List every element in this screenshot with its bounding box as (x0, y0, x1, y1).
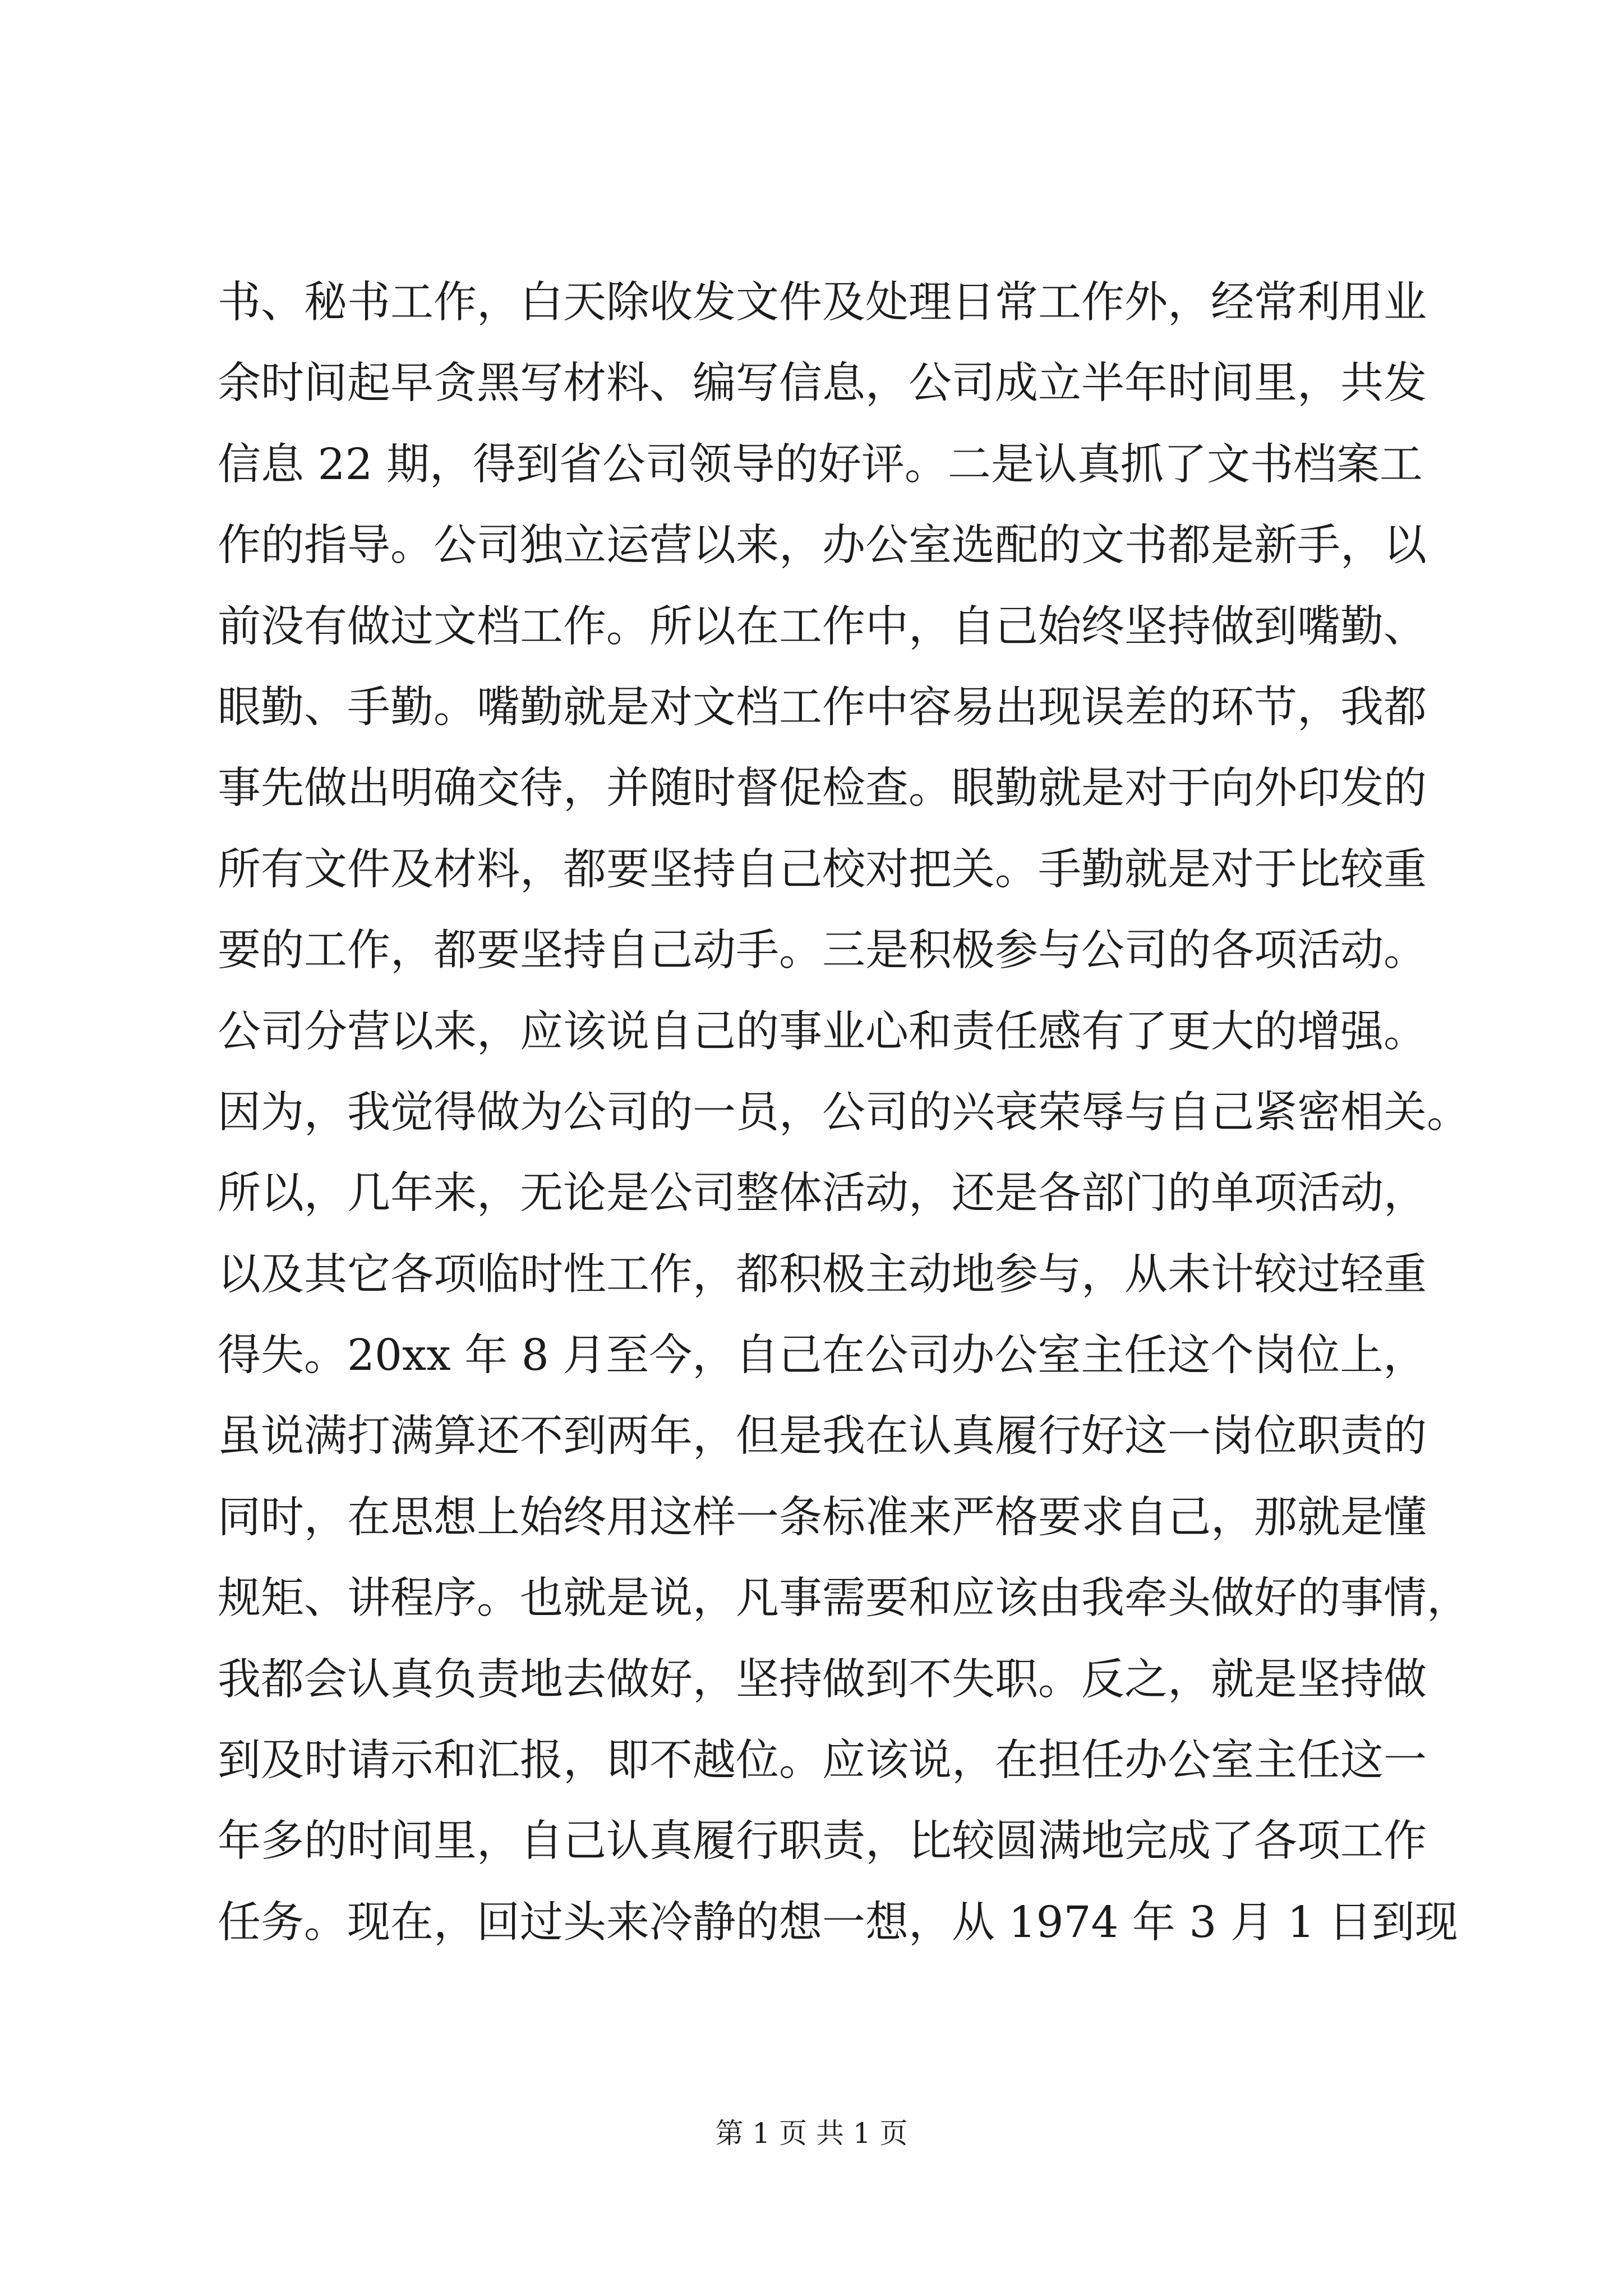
text-line: 所以，几年来，无论是公司整体活动，还是各部门的单项活动， (218, 1168, 1427, 1219)
text-line: 规矩、讲程序。也就是说，凡事需要和应该由我牵头做好的事情， (218, 1573, 1470, 1624)
text-line: 作的指导。公司独立运营以来，办公室选配的文书都是新手，以 (218, 521, 1427, 571)
text-line: 前没有做过文档工作。所以在工作中，自己始终坚持做到嘴勤、 (218, 601, 1427, 652)
text-line: 信息 22 期，得到省公司领导的好评。二是认真抓了文书档案工 (218, 439, 1423, 490)
text-line: 公司分营以来，应该说自己的事业心和责任感有了更大的增强。 (218, 1006, 1427, 1057)
page-number-footer: 第 1 页 共 1 页 (715, 2117, 908, 2150)
text-line: 到及时请示和汇报，即不越位。应该说，在担任办公室主任这一 (218, 1736, 1427, 1786)
text-line: 以及其它各项临时性工作，都积极主动地参与，从未计较过轻重 (218, 1249, 1427, 1300)
body-text (218, 263, 1470, 1963)
text-line: 因为，我觉得做为公司的一员，公司的兴衰荣辱与自己紧密相关。 (218, 1087, 1470, 1138)
text-line: 要的工作，都要坚持自己动手。三是积极参与公司的各项活动。 (218, 926, 1427, 976)
text-line: 年多的时间里，自己认真履行职责，比较圆满地完成了各项工作 (218, 1816, 1427, 1867)
text-line: 我都会认真负责地去做好，坚持做到不失职。反之，就是坚持做 (218, 1654, 1427, 1705)
text-line: 任务。现在，回过头来冷静的想一想，从 1974 年 3 月 1 日到现 (218, 1897, 1458, 1948)
text-line: 得失。20xx 年 8 月至今，自己在公司办公室主任这个岗位上， (218, 1331, 1427, 1381)
text-line: 事先做出明确交待，并随时督促检查。眼勤就是对于向外印发的 (218, 763, 1427, 814)
text-line: 同时，在思想上始终用这样一条标准来严格要求自己，那就是懂 (218, 1492, 1427, 1543)
text-line: 书、秘书工作，白天除收发文件及处理日常工作外，经常利用业 (218, 278, 1427, 328)
text-line: 余时间起早贪黑写材料、编写信息，公司成立半年时间里，共发 (218, 358, 1427, 409)
text-line: 眼勤、手勤。嘴勤就是对文档工作中容易出现误差的环节，我都 (218, 682, 1427, 733)
text-line: 虽说满打满算还不到两年，但是我在认真履行好这一岗位职责的 (218, 1411, 1427, 1462)
text-line: 所有文件及材料，都要坚持自己校对把关。手勤就是对于比较重 (218, 844, 1427, 895)
